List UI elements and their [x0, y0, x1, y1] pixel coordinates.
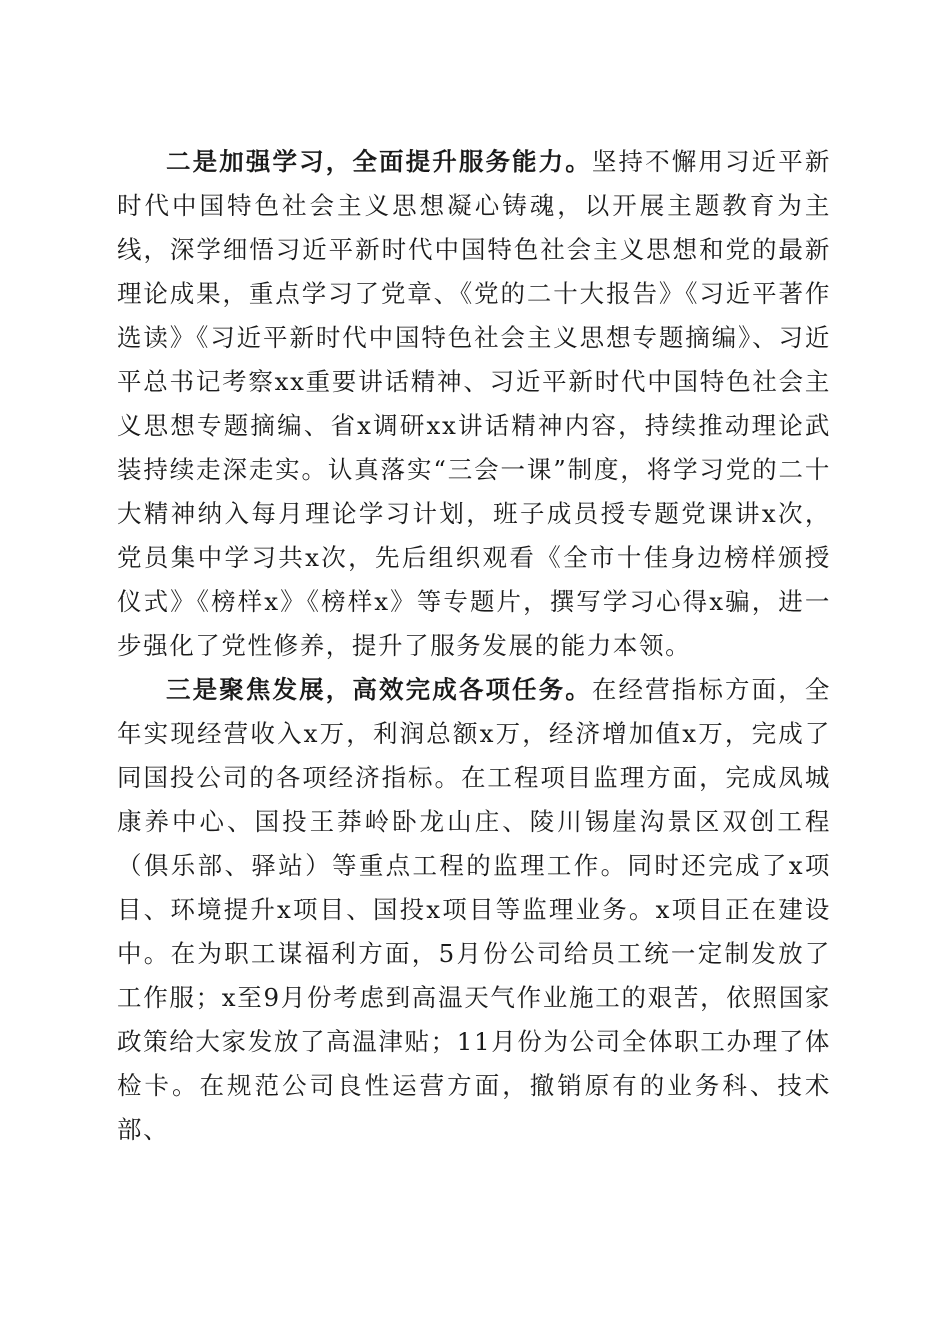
- paragraph-study: [117, 140, 831, 668]
- paragraph-text: 在经营指标方面，全年实现经营收入x万，利润总额x万，经济增加值x万，完成了同国投公司的各项经济指标。在工程项目监理方面，完成凤城康养中心、国投王莽岭卧龙山庄、陵川锡崖沟景区双创工程（俱乐部、驿站）等重点工程的监理工作。同时还完成了x项目、环境提升x项目、国投x项目等监理业务。x项目正在建设中。在为职工谋福利方面，5月份公司给员工统一定制发放了工作服；x至9月份考虑到高温天气作业施工的艰苦，依照国家政策给大家发放了高温津贴；11月份为公司全体职工办理了体检卡。在规范公司良性运营方面，撤销原有的业务科、技术部、: [117, 675, 831, 1144]
- paragraph-development: [117, 668, 831, 1152]
- document-body: [117, 140, 831, 1152]
- paragraph-heading: 二是加强学习，全面提升服务能力。: [166, 147, 592, 176]
- paragraph-text: 坚持不懈用习近平新时代中国特色社会主义思想凝心铸魂，以开展主题教育为主线，深学细悟习近平新时代中国特色社会主义思想和党的最新理论成果，重点学习了党章、《党的二十大报告》《习近平著作选读》《习近平新时代中国特色社会主义思想专题摘编》、习近平总书记考察xx重要讲话精神、习近平新时代中国特色社会主义思想专题摘编、省x调研xx讲话精神内容，持续推动理论武装持续走深走实。认真落实“三会一课”制度，将学习党的二十大精神纳入每月理论学习计划，班子成员授专题党课讲x次，党员集中学习共x次，先后组织观看《全市十佳身边榜样颁授仪式》《榜样x》《榜样x》等专题片，撰写学习心得x骗，进一步强化了党性修养，提升了服务发展的能力本领。: [117, 147, 831, 660]
- paragraph-heading: 三是聚焦发展，高效完成各项任务。: [166, 675, 592, 704]
